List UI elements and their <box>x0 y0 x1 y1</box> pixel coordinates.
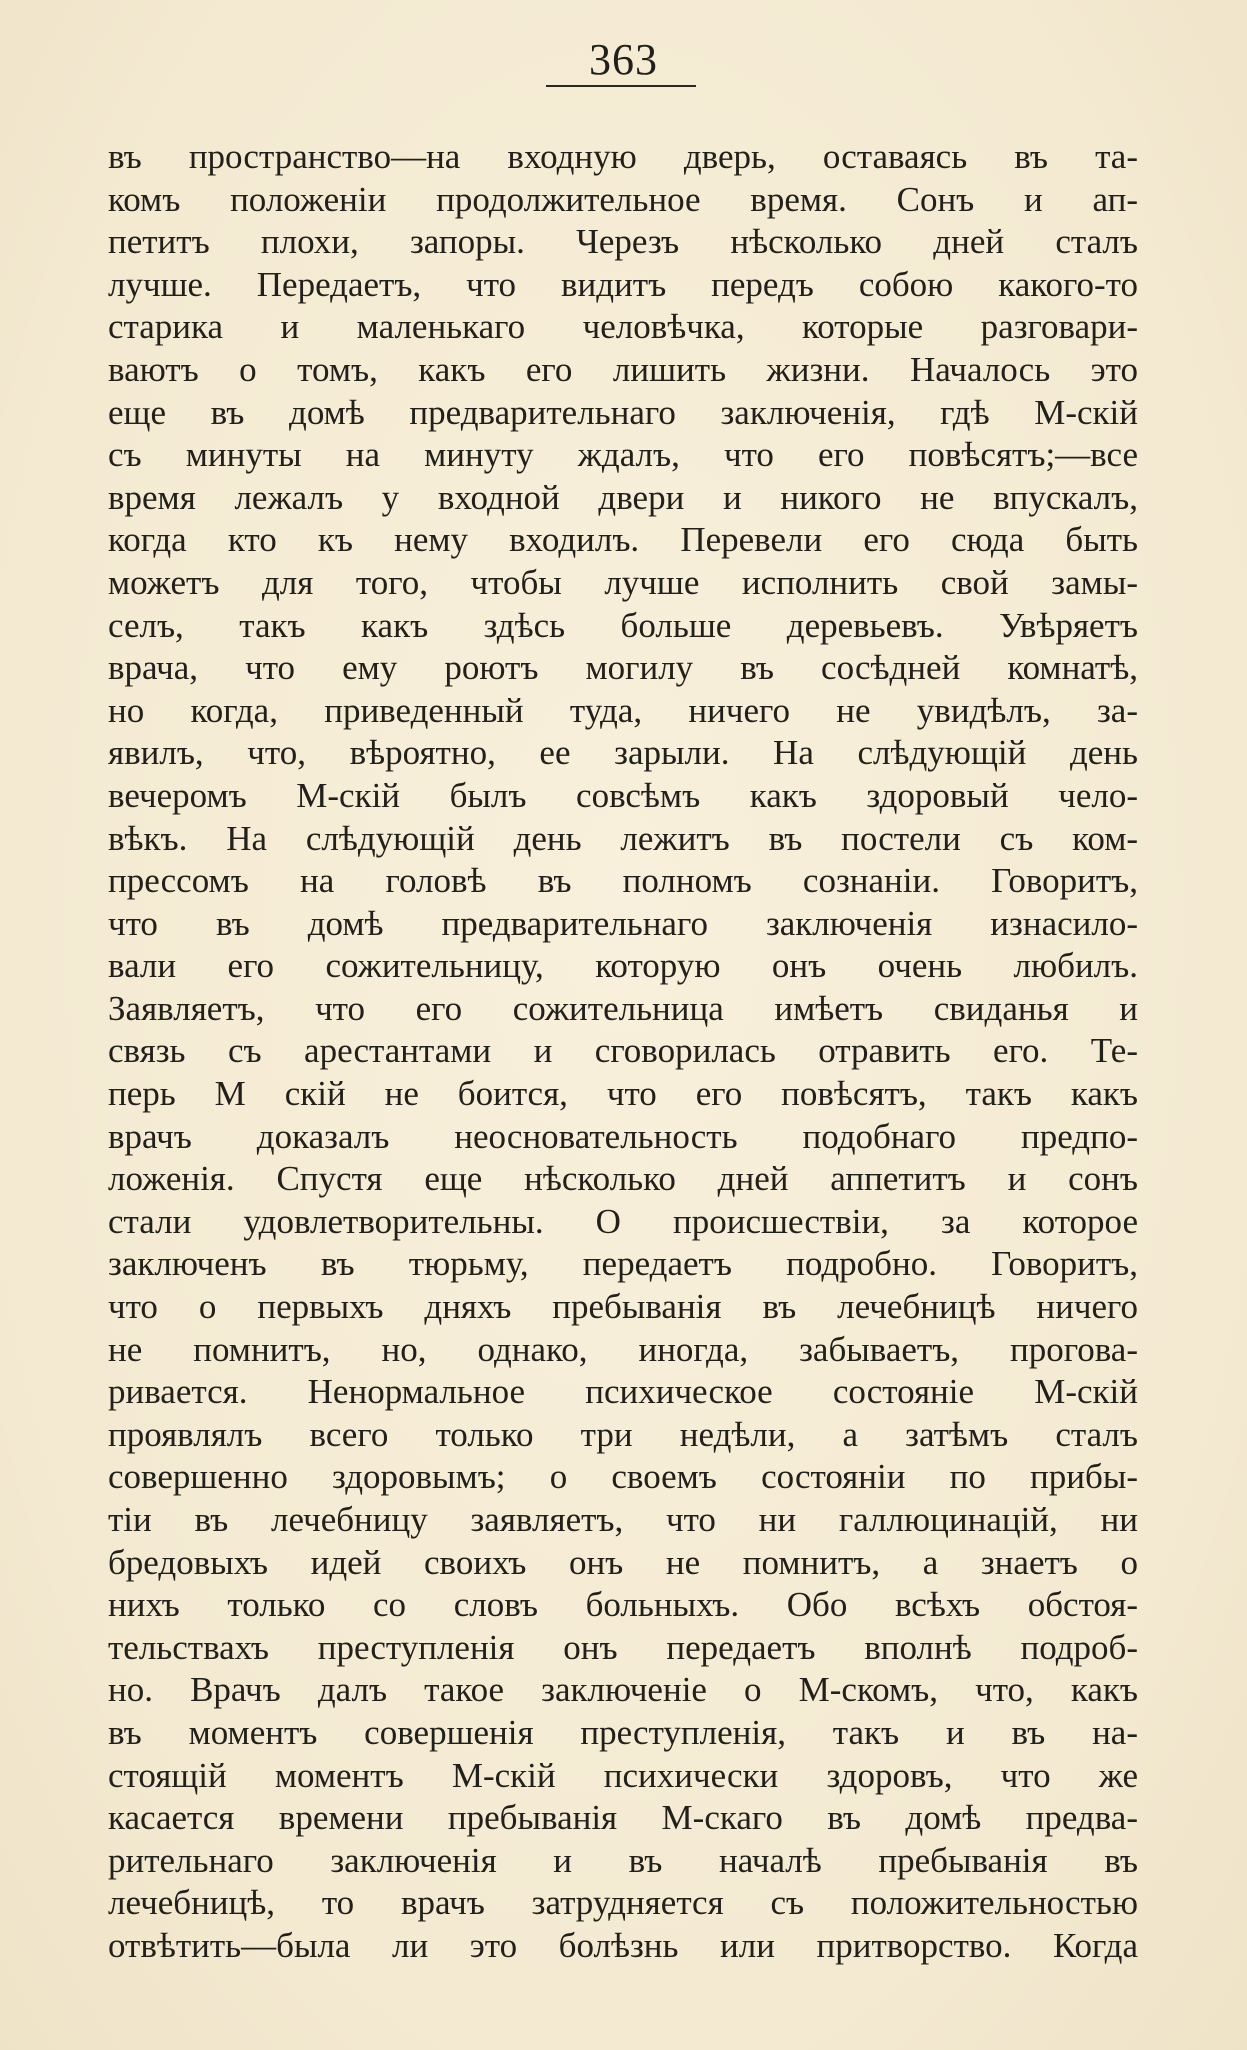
text-line: ривается. Ненормальное психическое состояніе М-скій <box>108 1372 1138 1412</box>
text-line: врачъ доказалъ неосновательность подобнаго предпо- <box>108 1116 1138 1156</box>
text-line: ваютъ о томъ, какъ его лишить жизни. Началось это <box>108 349 1138 389</box>
text-line: время лежалъ у входной двери и никого не впускалъ, <box>108 477 1138 517</box>
text-line: стоящій моментъ М-скій психически здоровъ, что же <box>108 1755 1138 1795</box>
text-line: можетъ для того, чтобы лучше исполнить свой замы- <box>108 562 1138 602</box>
text-line: Заявляетъ, что его сожительница имѣетъ свиданья и <box>108 988 1138 1028</box>
text-line: что о первыхъ дняхъ пребыванія въ лечебницѣ ничего <box>108 1287 1138 1327</box>
text-line: тіи въ лечебницу заявляетъ, что ни галлюцинацій, ни <box>108 1500 1138 1539</box>
text-line: въ моментъ совершенія преступленія, такъ и въ на- <box>108 1712 1138 1752</box>
text-line: петитъ плохи, запоры. Черезъ нѣсколько дней сталъ <box>108 222 1138 262</box>
text-line: явилъ, что, вѣроятно, ее зарыли. На слѣдующій день <box>108 733 1138 773</box>
text-line: не помнитъ, но, однако, иногда, забываетъ, прогова- <box>108 1329 1138 1369</box>
text-line: въ пространство—на входную дверь, оставаясь въ та- <box>108 137 1138 176</box>
text-line: связь съ арестантами и сговорилась отравить его. Те- <box>108 1031 1138 1071</box>
text-line: но когда, приведенный туда, ничего не увидѣлъ, за- <box>108 690 1138 730</box>
text-line: прессомъ на головѣ въ полномъ сознаніи. Говоритъ, <box>108 861 1138 901</box>
text-line: еще въ домѣ предварительнаго заключенія, гдѣ М-скій <box>108 392 1138 432</box>
text-line: съ минуты на минуту ждалъ, что его повѣсятъ;—все <box>108 435 1138 475</box>
text-line: касается времени пребыванія М-скаго въ домѣ предва- <box>108 1798 1138 1838</box>
text-line: комъ положеніи продолжительное время. Сонъ и ап- <box>108 179 1138 219</box>
text-line: врача, что ему роютъ могилу въ сосѣдней комнатѣ, <box>108 648 1138 688</box>
text-line: вечеромъ М-скій былъ совсѣмъ какъ здоровый чело- <box>108 775 1138 815</box>
text-line: вѣкъ. На слѣдующій день лежитъ въ постели съ ком- <box>108 818 1138 858</box>
text-line: что въ домѣ предварительнаго заключенія изнасило- <box>108 903 1138 943</box>
text-line: рительнаго заключенія и въ началѣ пребыванія въ <box>108 1840 1138 1880</box>
text-line: старика и маленькаго человѣчка, которые разговари- <box>108 307 1138 347</box>
text-line: лучше. Передаетъ, что видитъ передъ собою какого-то <box>108 264 1138 304</box>
text-line: нихъ только со словъ больныхъ. Обо всѣхъ обстоя- <box>108 1585 1138 1625</box>
text-line: ложенія. Спустя еще нѣсколько дней аппетитъ и сонъ <box>108 1159 1138 1199</box>
text-line: бредовыхъ идей своихъ онъ не помнитъ, а знаетъ о <box>108 1542 1138 1582</box>
text-line: селъ, такъ какъ здѣсь больше деревьевъ. Увѣряетъ <box>108 605 1138 645</box>
text-line: когда кто къ нему входилъ. Перевели его сюда быть <box>108 520 1138 560</box>
text-line: лечебницѣ, то врачъ затрудняется съ положительностью <box>108 1883 1138 1923</box>
text-line: вали его сожительницу, которую онъ очень любилъ. <box>108 946 1138 986</box>
text-line: перь М скій не боится, что его повѣсятъ, такъ какъ <box>108 1074 1138 1114</box>
text-line: проявлялъ всего только три недѣли, а затѣмъ сталъ <box>108 1414 1138 1454</box>
text-line: заключенъ въ тюрьму, передаетъ подробно. Говоритъ, <box>108 1244 1138 1284</box>
text-line: отвѣтить—была ли это болѣзнь или притворство. Когда <box>108 1925 1138 1965</box>
text-line: тельствахъ преступленія онъ передаетъ вполнѣ подроб- <box>108 1627 1138 1667</box>
body-text <box>108 136 1138 1968</box>
text-line: стали удовлетворительны. О происшествіи, за которое <box>108 1201 1138 1241</box>
text-line: совершенно здоровымъ; о своемъ состояніи по прибы- <box>108 1457 1138 1497</box>
page-number: 363 <box>589 35 658 84</box>
text-line: но. Врачъ далъ такое заключеніе о М-скомъ, что, какъ <box>108 1670 1138 1710</box>
page-number-underline <box>546 85 696 87</box>
